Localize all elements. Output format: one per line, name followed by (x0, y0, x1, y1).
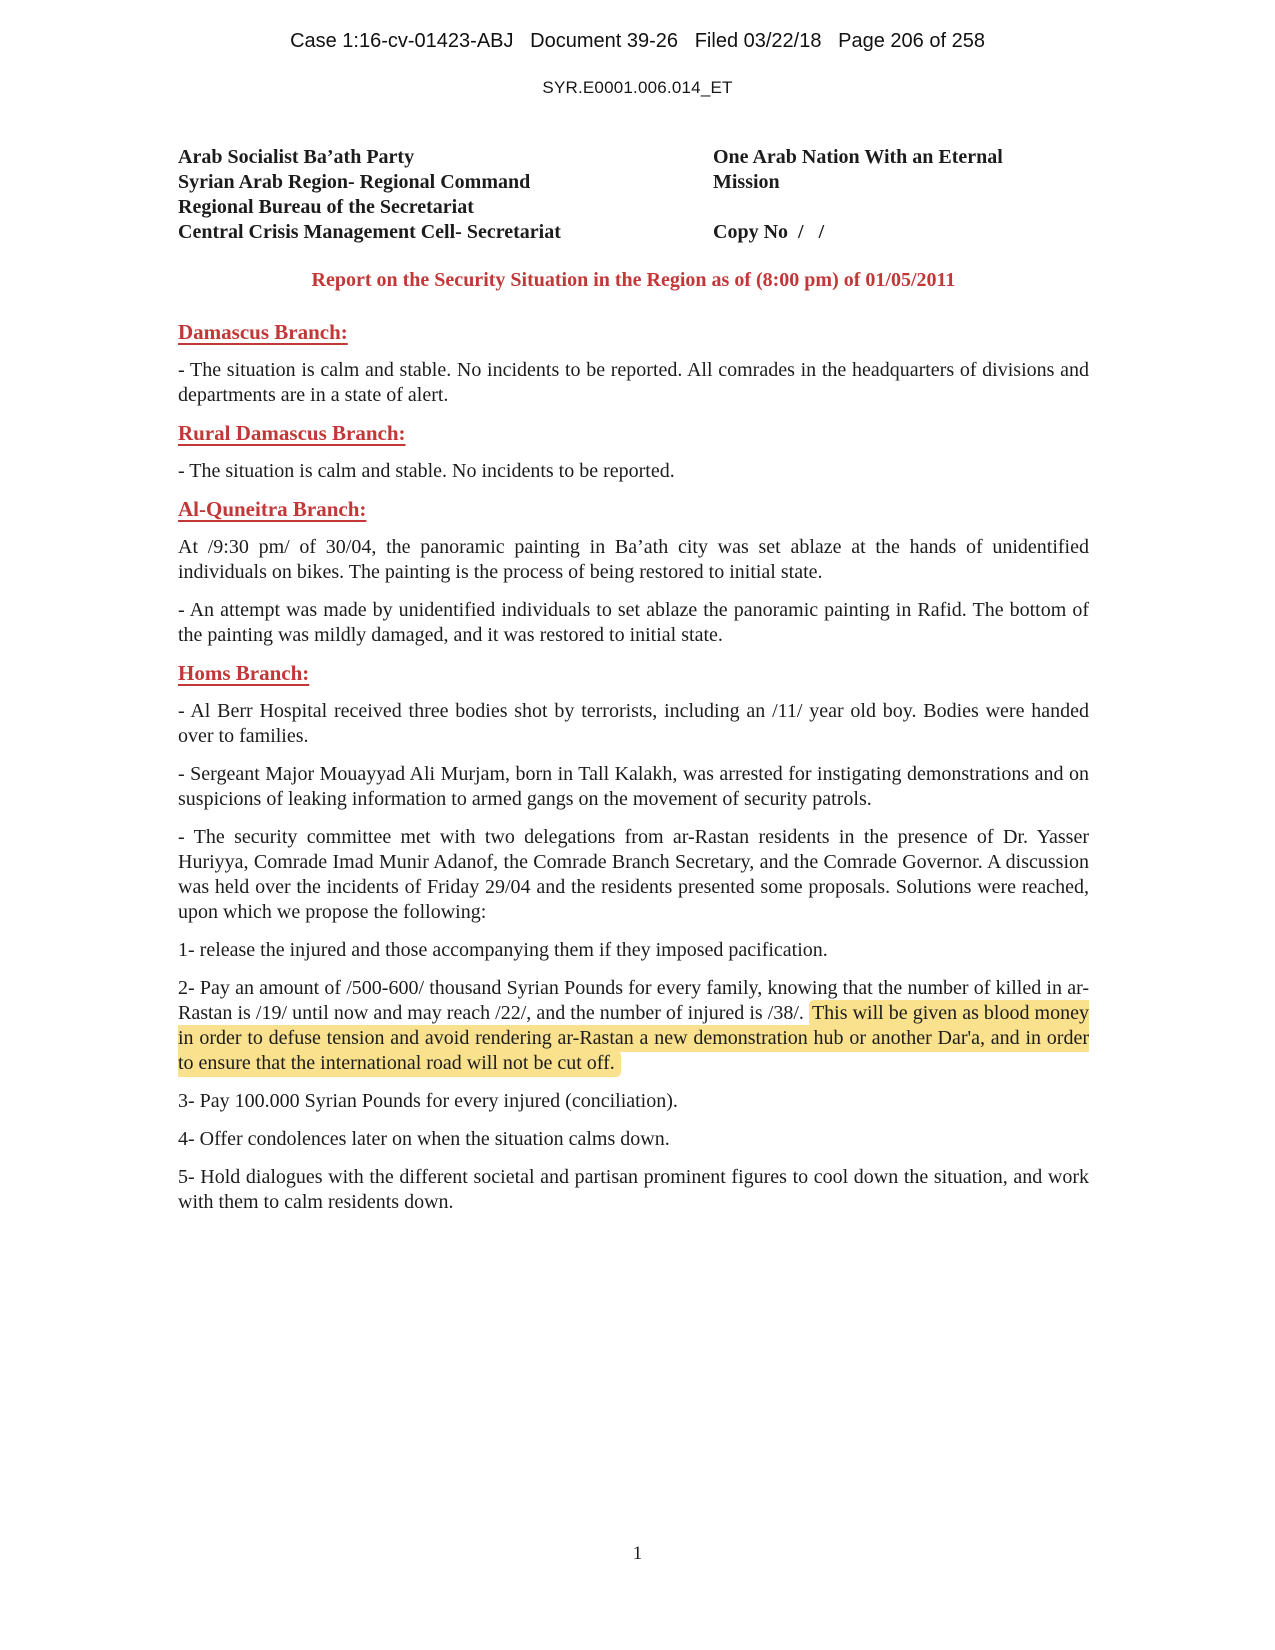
letterhead-organization (178, 145, 718, 245)
proposal-item-5: 5- Hold dialogues with the different societal and partisan prominent figures to cool down the situation, and work with them to calm residents down. (178, 1166, 1089, 1213)
proposal-item-4: 4- Offer condolences later on when the situation calms down. (178, 1128, 670, 1150)
proposal-item-2 (178, 976, 1089, 1076)
paragraph: - Al Berr Hospital received three bodies shot by terrorists, including an /11/ year old boy. Bodies were handed over to families. (178, 700, 1089, 747)
proposal-item-1: 1- release the injured and those accompanying them if they imposed pacification. (178, 939, 828, 961)
section-heading-damascus: Damascus Branch: (178, 320, 348, 344)
letterhead-org-line: Syrian Arab Region- Regional Command (178, 171, 531, 193)
proposal-item-2-text: 2- Pay an amount of /500-600/ thousand Syrian Pounds for every family, knowing that the number of killed in ar-Rastan is /19/ until now and may reach /22/, and the number of injured is /38/. (178, 977, 1089, 1024)
highlighted-text: This will be given as blood money in order to defuse tension and avoid rendering ar-Rastan a new demonstration hub or another Dar'a, and in order to ensure that the international road will not be cut off. (178, 1000, 1089, 1077)
paragraph: - An attempt was made by unidentified individuals to set ablaze the panoramic painting in Rafid. The bottom of the painting was mildly damaged, and it was restored to initial state. (178, 599, 1089, 646)
section-heading-rural-damascus: Rural Damascus Branch: (178, 421, 406, 445)
paragraph: - The security committee met with two delegations from ar-Rastan residents in the presence of Dr. Yasser Huriyya, Comrade Imad Munir Adanof, the Comrade Branch Secretary, and the Comrade Governor. A discussion was held over the incidents of Friday 29/04 and the residents presented some proposals. Solutions were reached, upon which we propose the following: (178, 826, 1089, 923)
letterhead-org-line: Regional Bureau of the Secretariat (178, 196, 474, 218)
proposal-item-3: 3- Pay 100.000 Syrian Pounds for every injured (conciliation). (178, 1090, 678, 1112)
copy-number-line: Copy No / / (713, 221, 825, 243)
paragraph: - The situation is calm and stable. No incidents to be reported. (178, 460, 675, 482)
section-heading-homs: Homs Branch: (178, 661, 310, 685)
letterhead-org-line: Arab Socialist Ba’ath Party (178, 146, 415, 168)
paragraph: - Sergeant Major Mouayyad Ali Murjam, born in Tall Kalakh, was arrested for instigating demonstrations and on suspicions of leaking information to armed gangs on the movement of security patrols. (178, 763, 1089, 810)
page-number: 1 (632, 1543, 643, 1564)
paragraph: - The situation is calm and stable. No incidents to be reported. All comrades in the headquarters of divisions and departments are in a state of alert. (178, 359, 1089, 406)
report-title: Report on the Security Situation in the Region as of (8:00 pm) of 01/05/2011 (311, 269, 956, 291)
document-id: SYR.E0001.006.014_ET (542, 78, 733, 97)
party-motto: One Arab Nation With an Eternal Mission (713, 146, 1003, 193)
paragraph: At /9:30 pm/ of 30/04, the panoramic painting in Ba’ath city was set ablaze at the hands of unidentified individuals on bikes. The painting is the process of being restored to initial state. (178, 536, 1089, 583)
letterhead-right-column (713, 145, 1053, 243)
report-body (178, 317, 1089, 1228)
section-heading-al-quneitra: Al-Quneitra Branch: (178, 497, 367, 521)
letterhead-org-line: Central Crisis Management Cell- Secretariat (178, 221, 561, 243)
court-filing-header: Case 1:16-cv-01423-ABJ Document 39-26 Filed 03/22/18 Page 206 of 258 (290, 30, 985, 52)
